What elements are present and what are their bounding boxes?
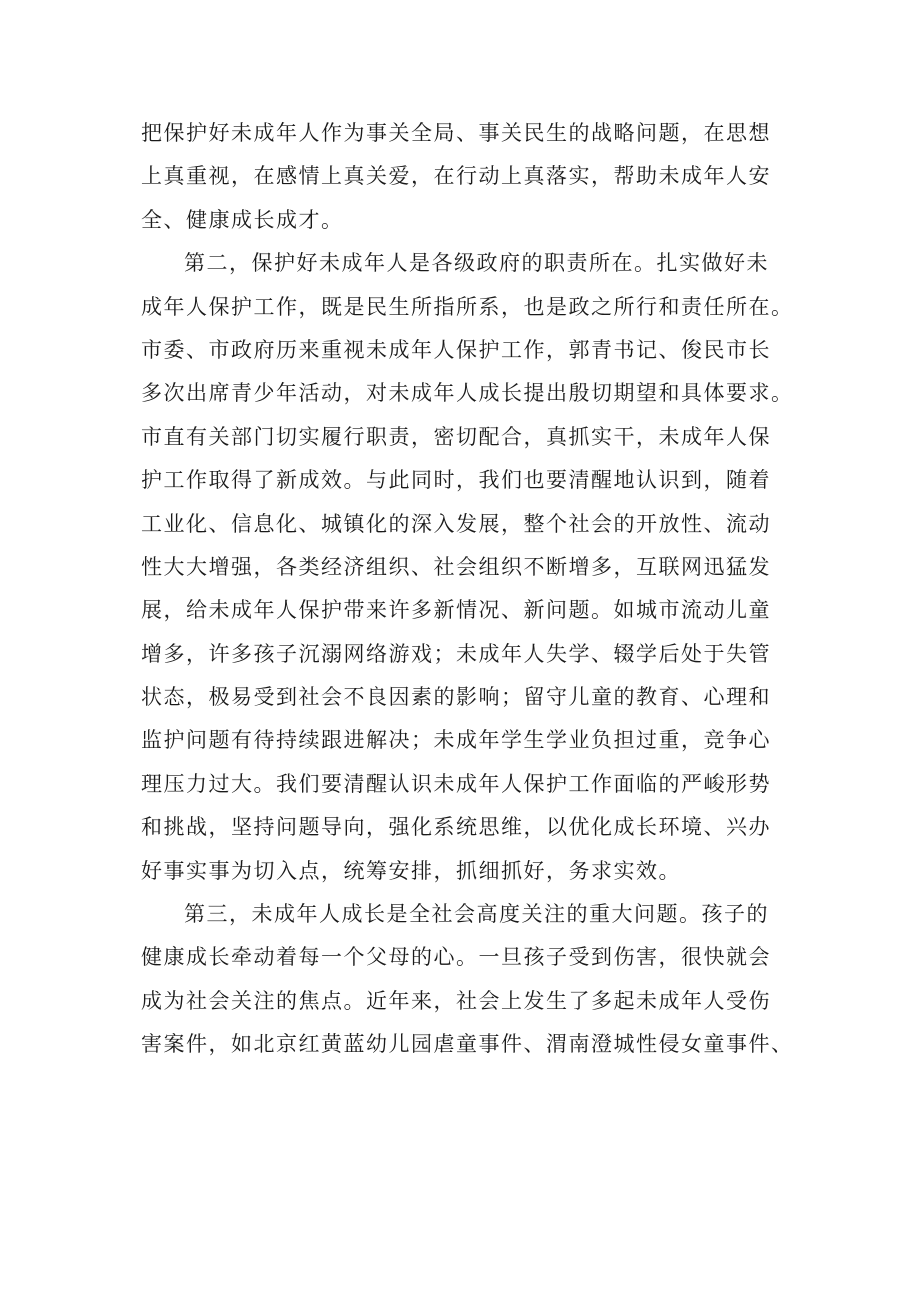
text-line: 健康成长牵动着每一个父母的心。一旦孩子受到伤害，很快就会 [141, 945, 771, 970]
text-line: 市直有关部门切实履行职责，密切配合，真抓实干，未成年人保 [141, 424, 771, 449]
text-line: 状态，极易受到社会不良因素的影响；留守儿童的教育、心理和 [141, 685, 771, 710]
text-line: 多次出席青少年活动，对未成年人成长提出殷切期望和具体要求。 [141, 381, 794, 406]
text-line: 工业化、信息化、城镇化的深入发展，整个社会的开放性、流动 [141, 511, 771, 536]
text-line: 成为社会关注的焦点。近年来，社会上发生了多起未成年人受伤 [141, 988, 771, 1013]
text-line: 展，给未成年人保护带来许多新情况、新问题。如城市流动儿童 [141, 598, 771, 623]
body-text [141, 112, 794, 1067]
text-line: 上真重视，在感情上真关爱，在行动上真落实，帮助未成年人安 [141, 164, 771, 189]
text-line: 害案件，如北京红黄蓝幼儿园虐童事件、渭南澄城性侵女童事件、 [141, 1032, 794, 1057]
text-line: 增多，许多孩子沉溺网络游戏；未成年人失学、辍学后处于失管 [141, 641, 771, 666]
text-line: 成年人保护工作，既是民生所指所系，也是政之所行和责任所在。 [141, 294, 794, 319]
text-line: 护工作取得了新成效。与此同时，我们也要清醒地认识到，随着 [141, 468, 771, 493]
paragraph-start-line: 第三，未成年人成长是全社会高度关注的重大问题。孩子的 [184, 902, 769, 927]
text-line: 全、健康成长成才。 [141, 207, 344, 232]
text-line: 理压力过大。我们要清醒认识未成年人保护工作面临的严峻形势 [141, 771, 771, 796]
text-line: 市委、市政府历来重视未成年人保护工作，郭青书记、俊民市长 [141, 337, 771, 362]
paragraph-start-line: 第二，保护好未成年人是各级政府的职责所在。扎实做好未 [184, 251, 769, 276]
text-line: 和挑战，坚持问题导向，强化系统思维，以优化成长环境、兴办 [141, 815, 771, 840]
text-line: 性大大增强，各类经济组织、社会组织不断增多，互联网迅猛发 [141, 554, 771, 579]
text-line: 把保护好未成年人作为事关全局、事关民生的战略问题，在思想 [141, 121, 771, 145]
text-line: 监护问题有待持续跟进解决；未成年学生学业负担过重，竞争心 [141, 728, 771, 753]
text-line: 好事实事为切入点，统筹安排，抓细抓好，务求实效。 [141, 858, 681, 883]
